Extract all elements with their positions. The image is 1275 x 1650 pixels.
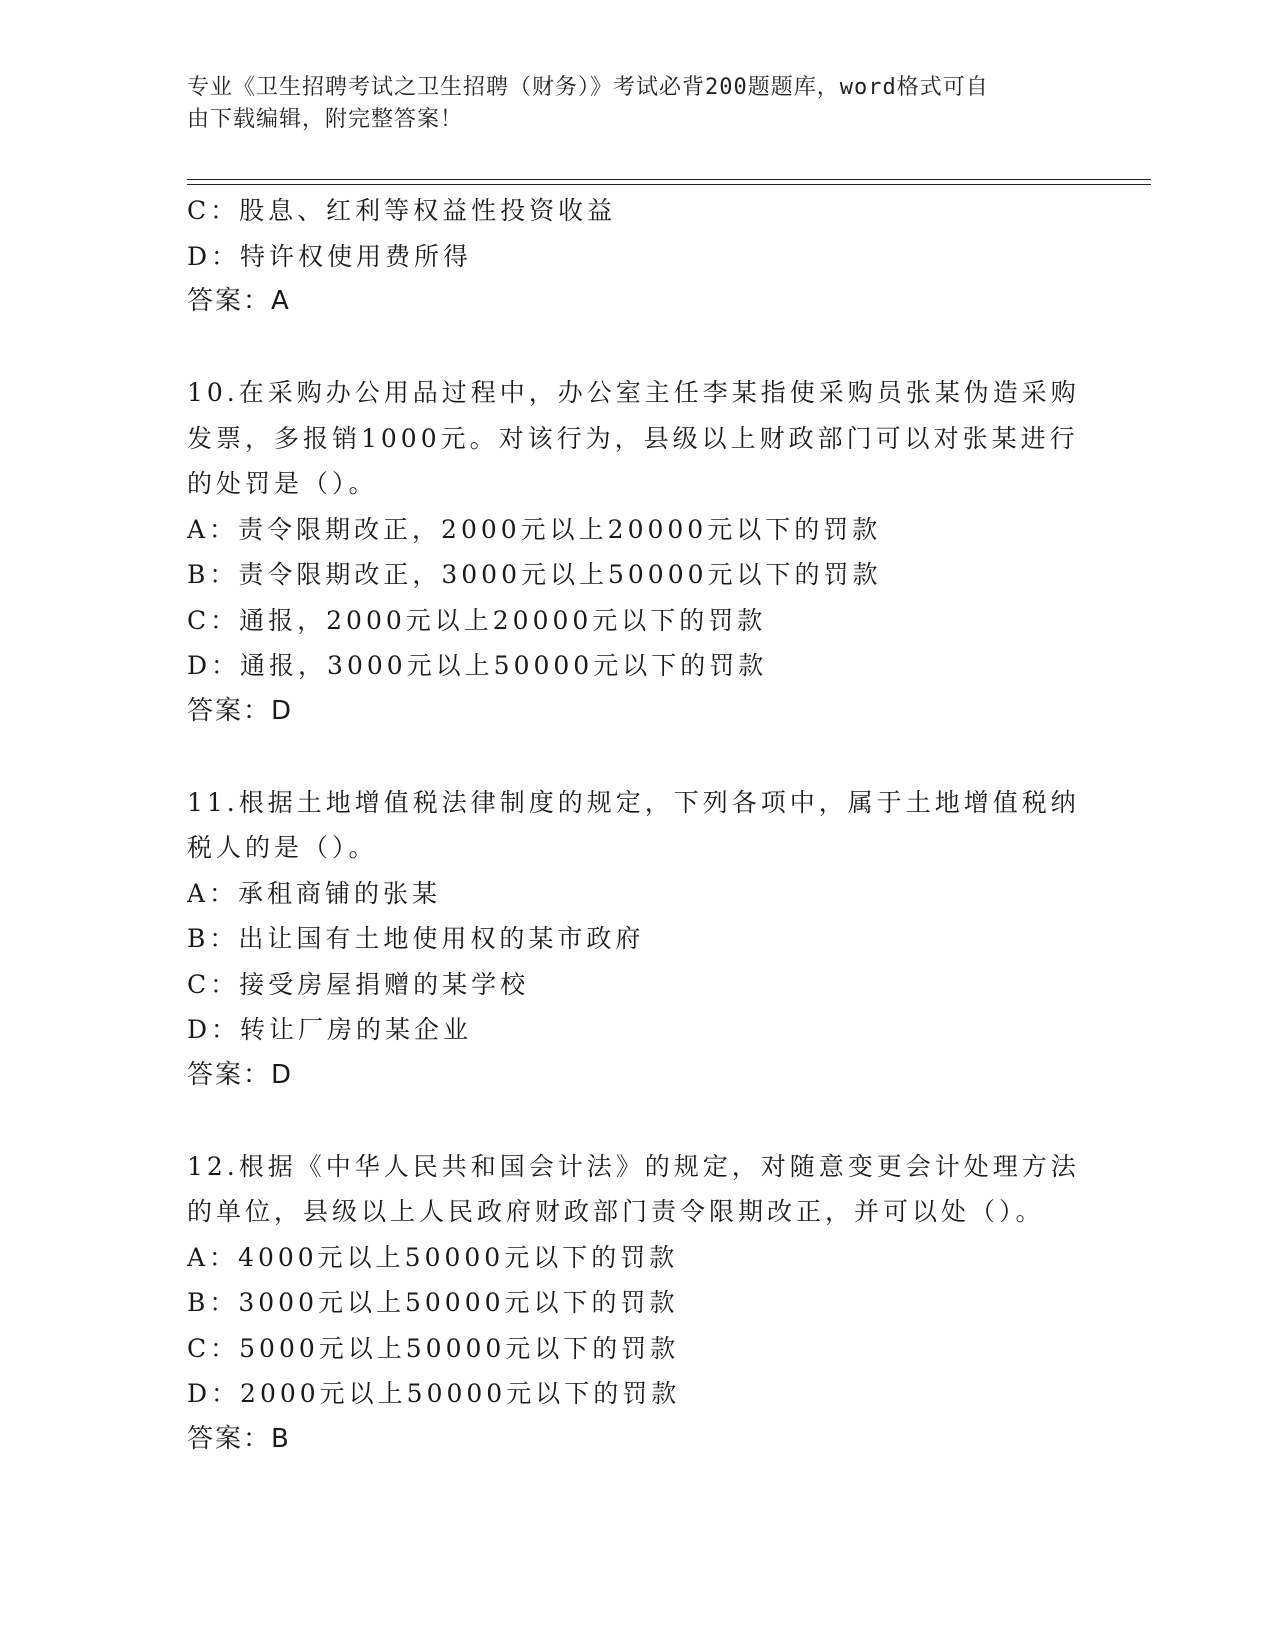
document-body: [187, 188, 1087, 1462]
header-divider-bottom: [187, 184, 1151, 185]
answer-line: 答案：D: [187, 1059, 294, 1090]
option-c: C：5000元以上50000元以下的罚款: [187, 1333, 680, 1363]
header-line-1: 专业《卫生招聘考试之卫生招聘（财务）》考试必背200题题库，word格式可自: [187, 75, 989, 100]
option-d: D：2000元以上50000元以下的罚款: [187, 1379, 681, 1408]
option-a: A：责令限期改正，2000元以上20000元以下的罚款: [187, 514, 882, 544]
option-c: C：通报，2000元以上20000元以下的罚款: [187, 605, 767, 635]
option-c: C：股息、红利等权益性投资收益: [187, 196, 617, 225]
option-b: B：3000元以上50000元以下的罚款: [187, 1288, 679, 1317]
option-a: A：承租商铺的张某: [187, 878, 442, 908]
question-stem-line: 的单位，县级以上人民政府财政部门责令限期改正，并可以处（）。: [187, 1197, 1045, 1226]
answer-line: 答案：B: [187, 1423, 291, 1454]
option-b: B：出让国有土地使用权的某市政府: [187, 924, 645, 953]
continued-question: [187, 188, 1087, 325]
option-b: B：责令限期改正，3000元以上50000元以下的罚款: [187, 560, 882, 589]
option-d: D：特许权使用费所得: [187, 241, 473, 271]
answer-line: 答案：A: [187, 286, 291, 316]
question-12: [187, 1144, 1087, 1463]
header-divider-top: [187, 179, 1151, 180]
question-10: [187, 370, 1087, 734]
question-stem-line: 10.在采购办公用品过程中，办公室主任李某指使采购员张某伪造采购: [187, 378, 1080, 407]
question-11: [187, 780, 1087, 1099]
option-c: C：接受房屋捐赠的某学校: [187, 969, 530, 999]
question-stem-line: 12.根据《中华人民共和国会计法》的规定，对随意变更会计处理方法: [187, 1151, 1080, 1181]
spacer: [187, 734, 1087, 780]
option-d: D：转让厂房的某企业: [187, 1015, 473, 1044]
spacer: [187, 1098, 1087, 1144]
question-stem-line: 11.根据土地增值税法律制度的规定，下列各项中，属于土地增值税纳: [187, 787, 1080, 817]
header-line-2: 由下载编辑，附完整答案！: [187, 107, 464, 132]
question-stem-line: 的处罚是（）。: [187, 469, 378, 498]
option-d: D：通报，3000元以上50000元以下的罚款: [187, 651, 768, 680]
spacer: [187, 325, 1087, 371]
question-stem-line: 税人的是（）。: [187, 833, 378, 862]
document-header: [187, 72, 1067, 136]
answer-line: 答案：D: [187, 695, 294, 726]
option-a: A：4000元以上50000元以下的罚款: [187, 1242, 679, 1272]
question-stem-line: 发票，多报销1000元。对该行为，县级以上财政部门可以对张某进行: [187, 423, 1079, 453]
